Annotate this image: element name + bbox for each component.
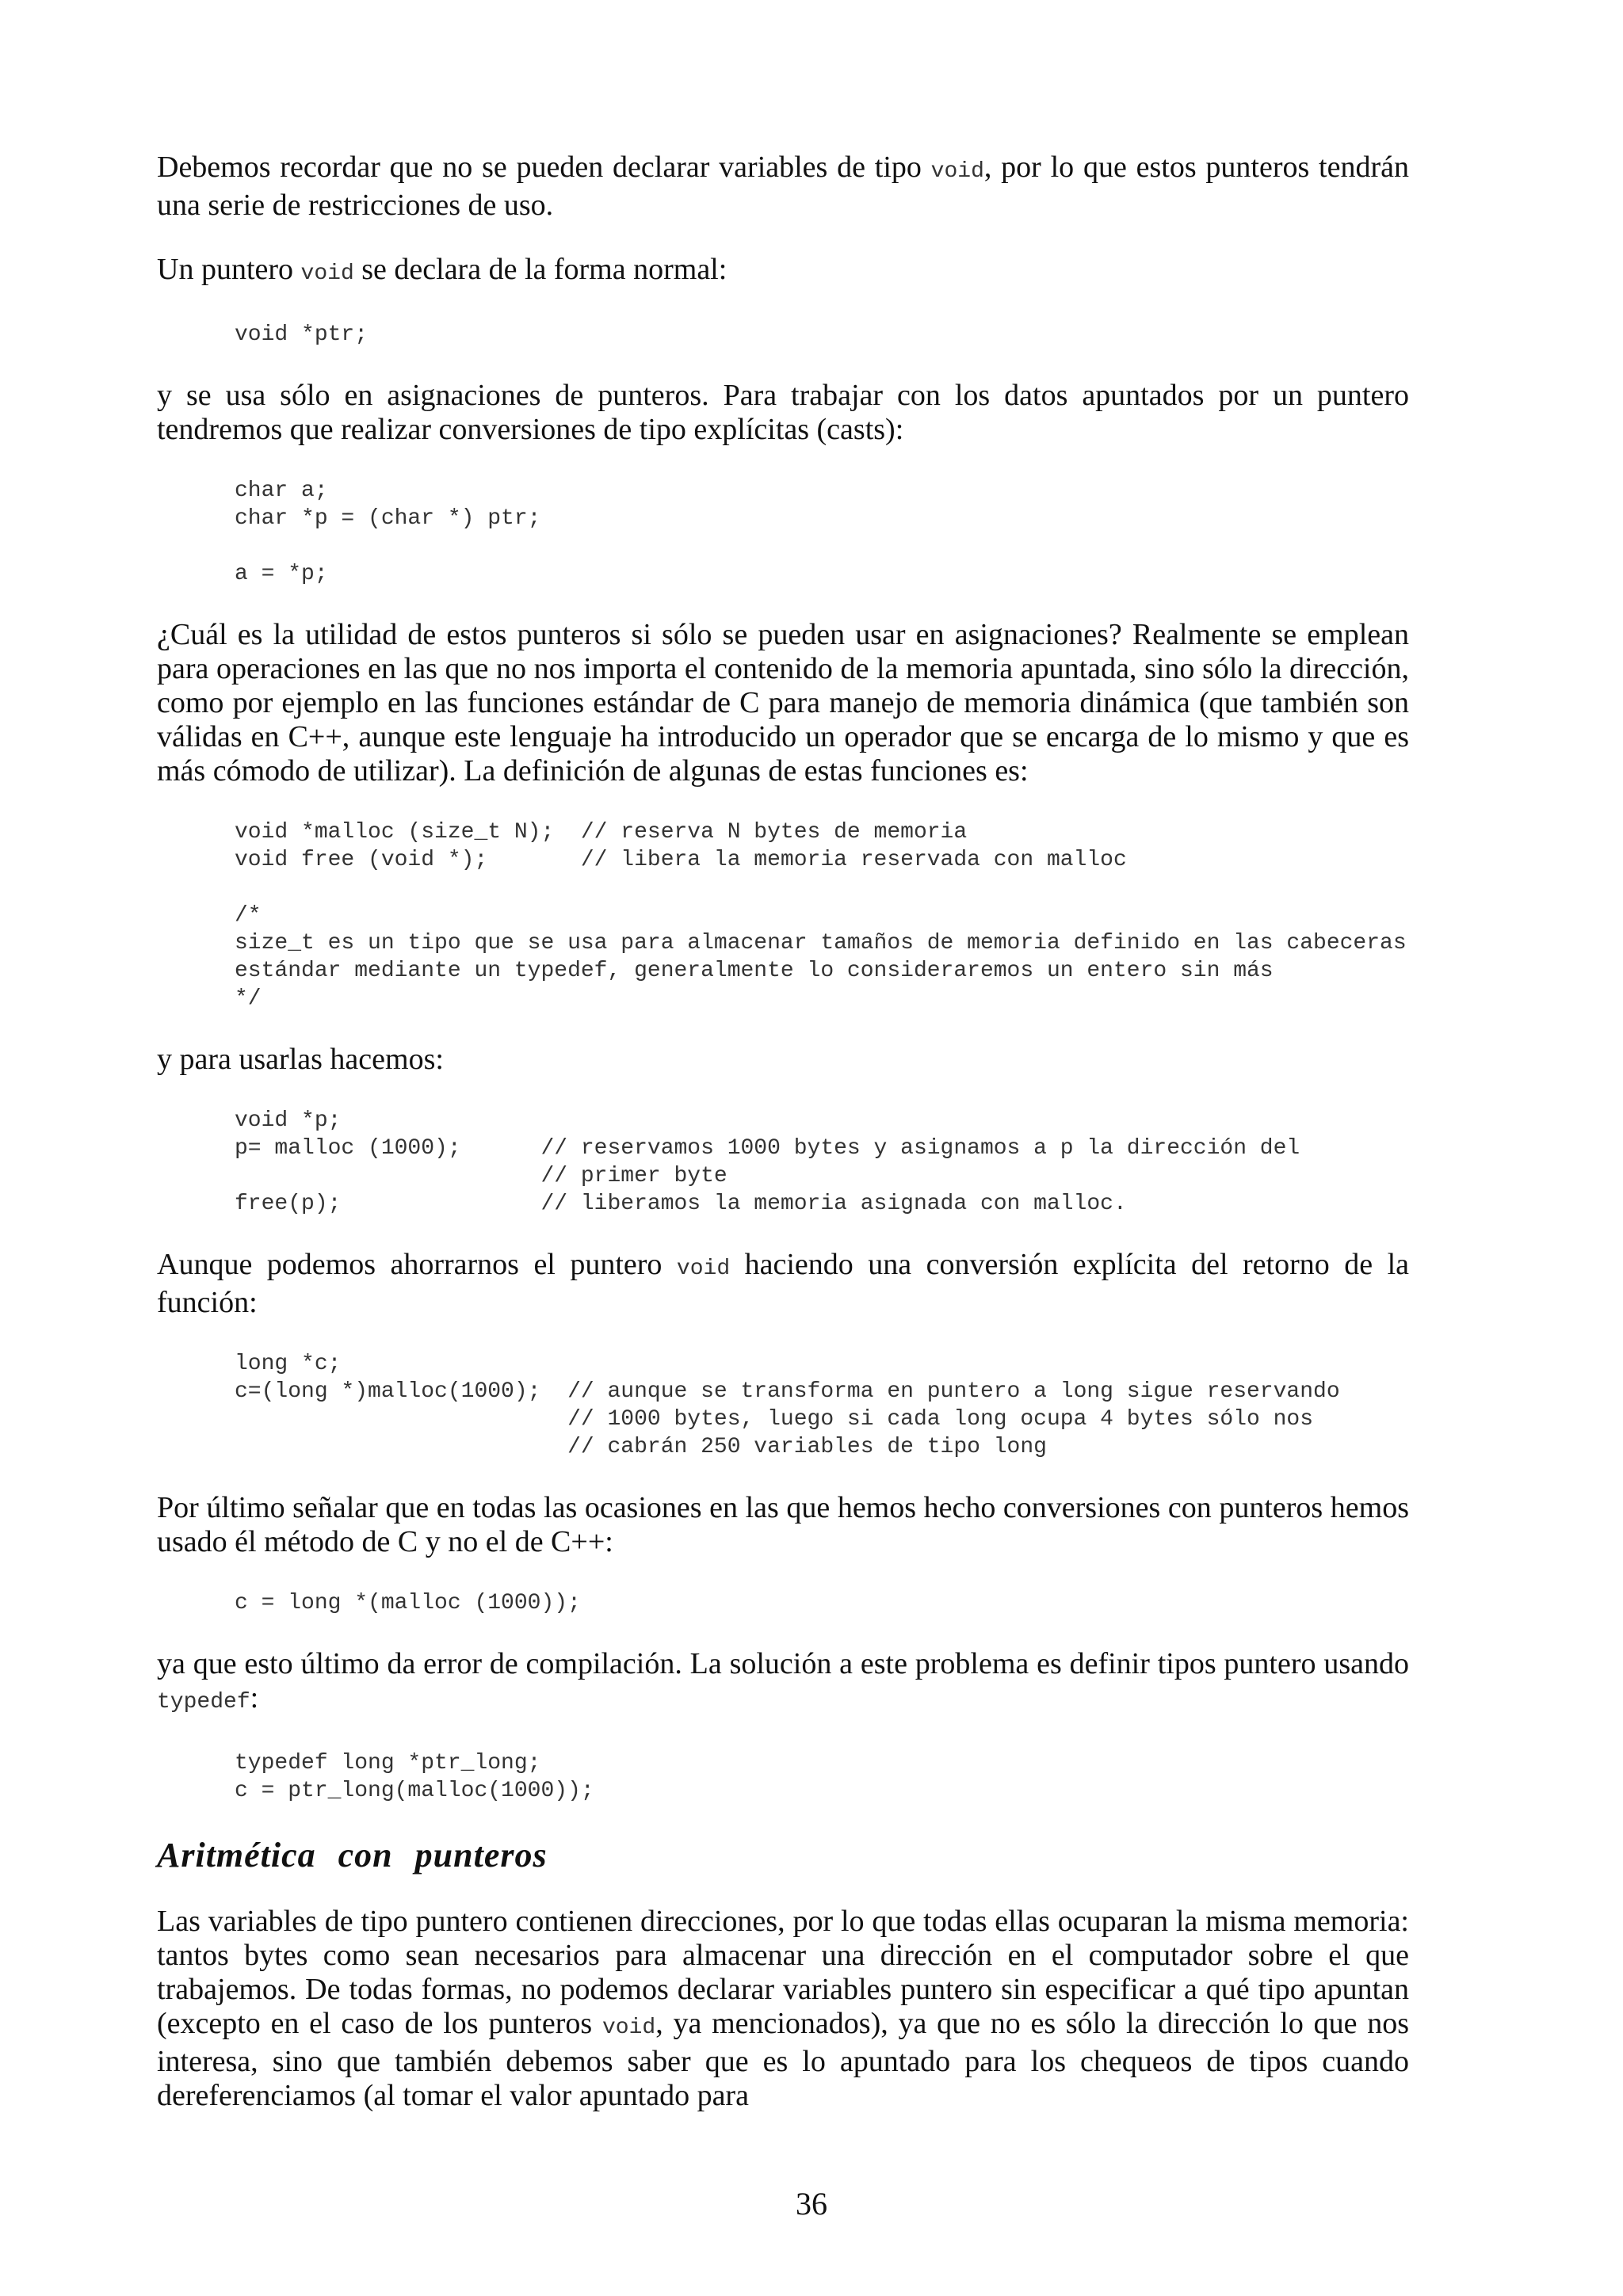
paragraph-pointer-arithmetic	[157, 1905, 1409, 2113]
text: Aunque podemos ahorrarnos el puntero	[157, 1248, 677, 1281]
page-number: 36	[796, 2186, 827, 2222]
paragraph-casts: y se usa sólo en asignaciones de punteros. Para trabajar con los datos apuntados por un puntero tendremos que realizar conversiones de tipo explícitas (casts):	[157, 379, 1409, 446]
code-line: void *p;	[235, 1108, 342, 1133]
code-block-cpp-cast	[235, 1589, 1409, 1617]
text: Debemos recordar que no se pueden declarar variables de tipo	[157, 151, 931, 184]
paragraph-c-method: Por último señalar que en todas las ocasiones en las que hemos hecho conversiones con punteros hemos usado él método de C y no el de C++:	[157, 1491, 1409, 1558]
code-line: // 1000 bytes, luego si cada long ocupa 4 bytes sólo nos	[235, 1407, 1314, 1432]
text: Un puntero	[157, 253, 301, 286]
code-line: a = *p;	[235, 562, 328, 586]
code-block-usage	[235, 1107, 1409, 1218]
code-comment: size_t es un tipo que se usa para almacenar tamaños de memoria definido en las cabeceras estándar mediante un typedef, generalmente lo consideraremos un entero sin más	[235, 931, 1407, 983]
code-line: free(p); // liberamos la memoria asignada con malloc.	[235, 1192, 1127, 1216]
code-block-cast	[235, 477, 1409, 588]
code-line: void *malloc (size_t N); // reserva N bytes de memoria	[235, 820, 968, 845]
code-line: long *c;	[235, 1352, 342, 1376]
text: se declara de la forma normal:	[353, 253, 727, 286]
text: :	[250, 1681, 259, 1714]
code-block-typedef	[235, 1749, 1409, 1805]
text: haciendo una conversión explícita del retorno de la función:	[157, 1248, 1409, 1319]
code-line: typedef long *ptr_long;	[235, 1751, 541, 1775]
inline-code: void	[930, 159, 984, 184]
code-line: */	[235, 986, 262, 1011]
code-line: void free (void *); // libera la memoria reservada con malloc	[235, 848, 1127, 872]
code-line: /*	[235, 903, 262, 928]
code-line: char a;	[235, 479, 328, 503]
inline-code: void	[676, 1257, 731, 1281]
code-line: // cabrán 250 variables de tipo long	[235, 1435, 1047, 1459]
inline-code: void	[601, 2016, 656, 2040]
paragraph-void-declaration	[157, 253, 1409, 291]
code-line: p= malloc (1000); // reservamos 1000 bytes y asignamos a p la dirección del	[235, 1136, 1300, 1161]
inline-code: typedef	[157, 1690, 250, 1714]
code-line: void *ptr;	[235, 322, 369, 347]
paragraph-usage: y para usarlas hacemos:	[157, 1043, 444, 1076]
code-block-long-malloc	[235, 1350, 1409, 1461]
paragraph-void-restrictions	[157, 151, 1409, 223]
code-block-malloc-free	[235, 818, 1409, 1013]
code-line: c = long *(malloc (1000));	[235, 1591, 581, 1615]
paragraph-explicit-conversion	[157, 1248, 1409, 1320]
code-line: c=(long *)malloc(1000); // aunque se transforma en puntero a long sigue reservando	[235, 1379, 1340, 1404]
text: , por lo que estos punteros tendrán una serie de restricciones de uso.	[157, 151, 1409, 222]
text: ya que esto último da error de compilación. La solución a este problema es definir tipos puntero usando	[157, 1647, 1409, 1680]
text: Las variables de tipo puntero contienen direcciones, por lo que todas ellas ocuparan la misma memoria: tantos bytes como sean necesarios para almacenar una dirección en el computador sobre el que trabajemos. De todas formas, no podemos declarar variables puntero sin especificar a qué tipo apuntan (excepto en el caso de los punteros	[157, 1905, 1409, 2040]
paragraph-typedef	[157, 1647, 1409, 1719]
section-heading: Aritmética con punteros	[157, 1836, 548, 1875]
code-line: // primer byte	[235, 1164, 727, 1188]
code-line: c = ptr_long(malloc(1000));	[235, 1779, 594, 1803]
code-block-void-ptr	[235, 321, 1409, 349]
inline-code: void	[300, 261, 354, 286]
text: , ya mencionados), ya que no es sólo la dirección lo que nos interesa, sino que también debemos saber que es lo apuntado para los chequeos de tipos cuando dereferenciamos (al tomar el valor apuntado para	[157, 2007, 1410, 2112]
paragraph-utility: ¿Cuál es la utilidad de estos punteros si sólo se pueden usar en asignaciones? Realmente se emplean para operaciones en las que no nos importa el contenido de la memoria apuntada, sino sólo la dirección, como por ejemplo en las funciones estándar de C para manejo de memoria dinámica (que también son válidas en C++, aunque este lenguaje ha introducido un operador que se encarga de lo mismo y que es más cómodo de utilizar). La definición de algunas de estas funciones es:	[157, 618, 1409, 788]
code-line: char *p = (char *) ptr;	[235, 506, 541, 531]
